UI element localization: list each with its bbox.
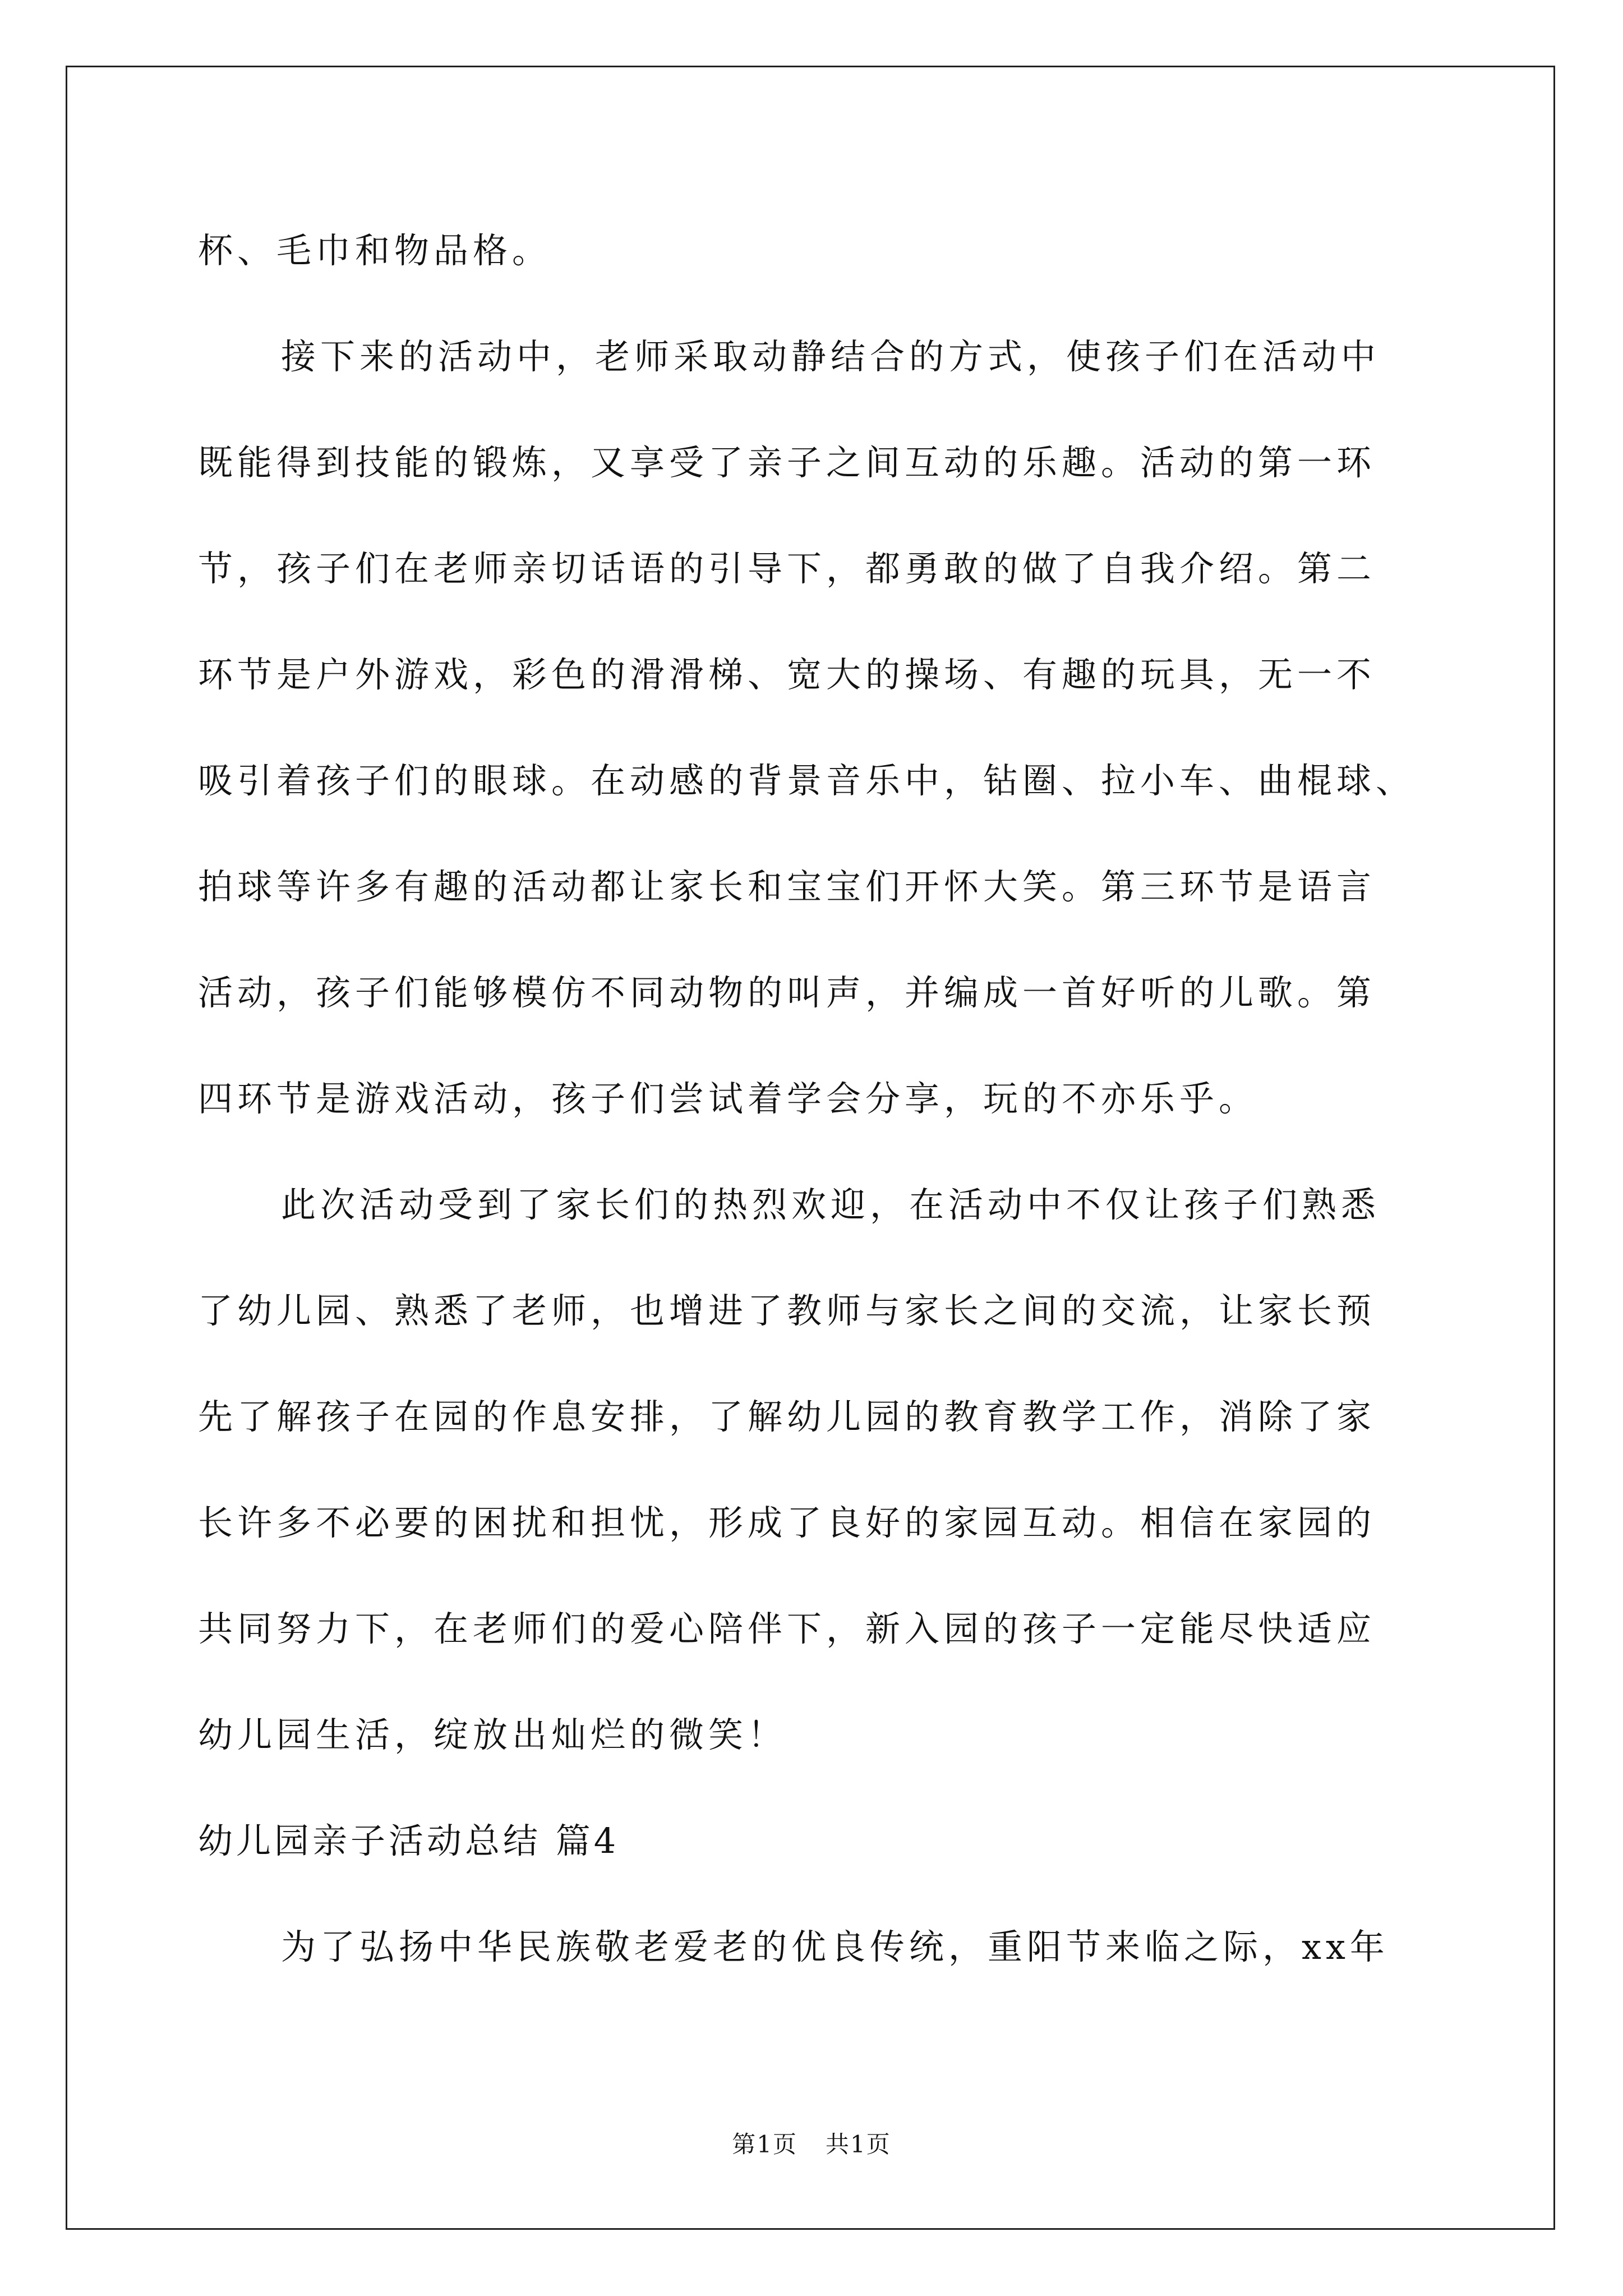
page-number: 第1页 (732, 2131, 797, 2158)
text-line: 拍球等许多有趣的活动都让家长和宝宝们开怀大笑。第三环节是语言 (198, 866, 1376, 907)
document-body (198, 220, 1426, 2022)
text-line: 了幼儿园、熟悉了老师，也增进了教师与家长之间的交流，让家长预 (198, 1290, 1376, 1331)
text-line: 杯、毛巾和物品格。 (198, 230, 552, 271)
text-line: 既能得到技能的锻炼，又享受了亲子之间互动的乐趣。活动的第一环 (198, 442, 1376, 483)
text-line: 幼儿园生活，绽放出灿烂的微笑！ (198, 1714, 787, 1755)
text-line: 活动，孩子们能够模仿不同动物的叫声，并编成一首好听的儿歌。第 (198, 972, 1376, 1013)
text-line: 四环节是游戏活动，孩子们尝试着学会分享，玩的不亦乐乎。 (198, 1078, 1258, 1119)
page-total: 共1页 (826, 2131, 891, 2158)
text-line: 节，孩子们在老师亲切话语的引导下，都勇敢的做了自我介绍。第二 (198, 548, 1376, 589)
paragraph-start-line: 此次活动受到了家长们的热烈欢迎，在活动中不仅让孩子们熟悉 (281, 1184, 1381, 1225)
section-heading: 幼儿园亲子活动总结 篇4 (198, 1820, 620, 1861)
page-footer (0, 2126, 1623, 2160)
paragraph-start-line: 接下来的活动中，老师采取动静结合的方式，使孩子们在活动中 (281, 336, 1381, 377)
text-line: 长许多不必要的困扰和担忧，形成了良好的家园互动。相信在家园的 (198, 1502, 1376, 1543)
paragraph-start-line: 为了弘扬中华民族敬老爱老的优良传统，重阳节来临之际，xx年 (281, 1926, 1389, 1967)
text-line: 先了解孩子在园的作息安排，了解幼儿园的教育教学工作，消除了家 (198, 1396, 1376, 1437)
text-line: 环节是户外游戏，彩色的滑滑梯、宽大的操场、有趣的玩具，无一不 (198, 654, 1376, 695)
text-line: 吸引着孩子们的眼球。在动感的背景音乐中，钻圈、拉小车、曲棍球、 (198, 760, 1415, 801)
text-line: 共同努力下，在老师们的爱心陪伴下，新入园的孩子一定能尽快适应 (198, 1608, 1376, 1649)
